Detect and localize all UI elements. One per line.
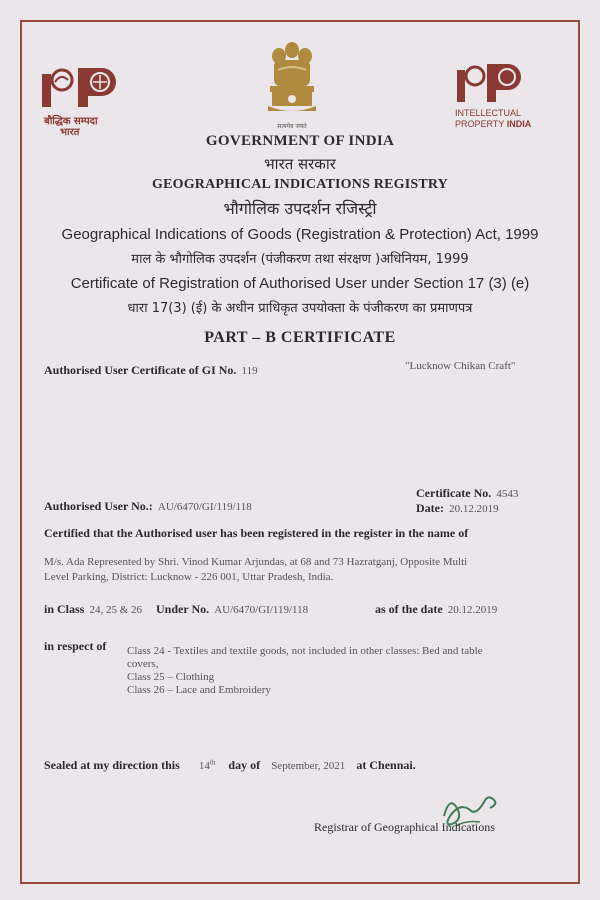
class24-line1: Class 24 - Textiles and textile goods, not included in other classes: Bed and table <box>127 645 483 657</box>
act-title-en: Geographical Indications of Goods (Registration & Protection) Act, 1999 <box>61 226 539 243</box>
emblem-motto: सत्यमेव जयते <box>277 123 307 130</box>
seal-day-suffix: th <box>209 758 216 767</box>
as-of-value: 20.12.2019 <box>447 604 498 616</box>
registry-title-hi: भौगोलिक उपदर्शन रजिस्ट्री <box>223 199 377 218</box>
ip-india-english-logo <box>455 60 565 140</box>
gov-title-hi: भारत सरकार <box>264 155 336 173</box>
part-b-heading: PART – B CERTIFICATE <box>204 329 396 346</box>
class26-line: Class 26 – Lace and Embroidery <box>127 684 271 696</box>
date-value: 20.12.2019 <box>449 503 499 515</box>
class-list <box>127 645 527 697</box>
national-emblem <box>262 40 322 132</box>
ip-logo-line2-wrap <box>455 119 565 130</box>
seal-location: at Chennai. <box>356 758 416 772</box>
ip-logo-line3: INDIA <box>506 119 532 129</box>
gi-name: "Lucknow Chikan Craft" <box>405 360 516 372</box>
seal-month-year: September, 2021 <box>271 760 346 772</box>
ip-logo-hindi-line1: बौद्धिक सम्पदा <box>44 116 98 127</box>
seal-day-number: 14 <box>198 760 210 772</box>
registrar-title: Registrar of Geographical Indications <box>314 820 495 834</box>
cert-no-value: 4543 <box>496 488 519 500</box>
au-gi-value: 119 <box>241 365 258 377</box>
ip-india-hindi-logo <box>40 62 130 142</box>
sealed-row <box>44 754 416 773</box>
under-no-label: Under No. <box>156 602 210 616</box>
class24-line2: covers, <box>127 658 159 670</box>
au-no-label: Authorised User No.: <box>44 499 153 513</box>
day-of-label: day of <box>228 758 261 772</box>
in-class-label: in Class <box>44 602 85 616</box>
sealed-label: Sealed at my direction this <box>44 758 180 772</box>
ip-logo-icon <box>40 62 130 112</box>
as-of-row <box>375 598 497 617</box>
au-no-row <box>44 495 252 514</box>
au-no-value: AU/6470/GI/119/118 <box>157 501 252 513</box>
under-no-row <box>156 598 308 617</box>
registrant-line2: Level Parking, District: Lucknow - 226 001, Uttar Pradesh, India. <box>44 571 334 583</box>
class-row <box>44 598 142 617</box>
registrant-line1: M/s. Ada Represented by Shri. Vinod Kumar Arjundas, at 68 and 73 Hazratganj, Opposite Multi <box>44 556 468 568</box>
cert-title-hi: धारा 17(3) (ई) के अधीन प्राधिकृत उपयोक्ता के पंजीकरण का प्रमाणपत्र <box>127 301 473 316</box>
date-row <box>416 497 499 516</box>
lion-capital-icon <box>262 40 322 118</box>
under-no-value: AU/6470/GI/119/118 <box>214 604 309 616</box>
act-title-hi: माल के भौगोलिक उपदर्शन (पंजीकरण तथा संरक्षण )अधिनियम, 1999 <box>131 252 469 267</box>
in-class-value: 24, 25 & 26 <box>89 604 143 616</box>
class25-line: Class 25 – Clothing <box>127 671 215 683</box>
cert-title-en: Certificate of Registration of Authorised User under Section 17 (3) (e) <box>70 275 530 292</box>
date-label: Date: <box>416 501 444 515</box>
au-gi-label: Authorised User Certificate of GI No. <box>44 363 237 377</box>
respect-label: in respect of <box>44 639 107 653</box>
certified-statement: Certified that the Authorised user has been registered in the register in the name of <box>44 526 469 540</box>
gov-title-en: GOVERNMENT OF INDIA <box>205 133 395 149</box>
cert-no-label: Certificate No. <box>416 486 492 500</box>
ip-logo-line1: INTELLECTUAL <box>455 108 522 118</box>
seal-day <box>199 760 215 772</box>
ip-logo-icon <box>455 60 525 104</box>
registry-title-en: GEOGRAPHICAL INDICATIONS REGISTRY <box>151 177 448 192</box>
au-gi-row <box>44 359 258 378</box>
ip-logo-line2: PROPERTY <box>455 119 505 129</box>
as-of-label: as of the date <box>375 602 443 616</box>
ip-logo-hindi-line2: भारत <box>60 127 80 138</box>
